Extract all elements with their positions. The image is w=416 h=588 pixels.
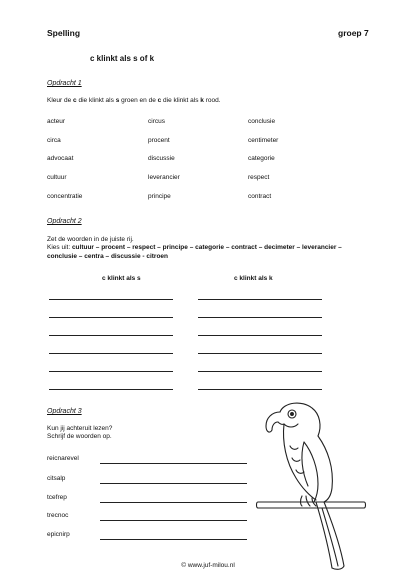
- page-title: Spelling: [47, 28, 81, 38]
- answer-line[interactable]: [49, 335, 173, 336]
- answer-line[interactable]: [198, 299, 322, 300]
- color-word[interactable]: concentratie: [47, 193, 83, 200]
- answer-line[interactable]: [198, 335, 322, 336]
- answer-line[interactable]: [198, 317, 322, 318]
- parrot-icon: [252, 398, 372, 573]
- answer-line[interactable]: [49, 371, 173, 372]
- answer-line[interactable]: [100, 539, 247, 540]
- answer-line[interactable]: [198, 371, 322, 372]
- color-word[interactable]: circus: [148, 118, 165, 125]
- footer-url[interactable]: © www.juf-milou.nl: [181, 562, 235, 569]
- answer-line[interactable]: [49, 389, 173, 390]
- color-word[interactable]: contract: [248, 193, 272, 200]
- answer-line[interactable]: [100, 483, 247, 484]
- color-word[interactable]: acteur: [47, 118, 66, 125]
- answer-line[interactable]: [198, 353, 322, 354]
- color-word[interactable]: procent: [148, 137, 170, 144]
- color-word[interactable]: discussie: [148, 155, 175, 162]
- reversed-word: reicnarevel: [47, 455, 79, 462]
- color-word[interactable]: cultuur: [47, 174, 67, 181]
- opdracht1-heading: Opdracht 1: [47, 80, 82, 87]
- answer-line[interactable]: [49, 353, 173, 354]
- page-subtitle: c klinkt als s of k: [90, 54, 155, 63]
- color-word[interactable]: advocaat: [47, 155, 74, 162]
- reversed-word: trecnoc: [47, 512, 69, 519]
- opdracht2-instruction: Zet de woorden in de juiste rij.: [47, 236, 134, 243]
- reversed-word: citsalp: [47, 475, 66, 482]
- opdracht2-word-choices: Kies uit: cultuur – procent – respect – principe – categorie – contract – decimeter – leverancier –: [47, 244, 342, 251]
- answer-line[interactable]: [49, 317, 173, 318]
- color-word[interactable]: principe: [148, 193, 171, 200]
- color-word[interactable]: centimeter: [248, 137, 279, 144]
- opdracht2-heading: Opdracht 2: [47, 218, 82, 225]
- answer-line[interactable]: [100, 502, 247, 503]
- grade-label: groep 7: [338, 28, 369, 38]
- opdracht2-word-choices-cont: conclusie – centra – discussie - citroen: [47, 253, 169, 260]
- reversed-word: tcefrep: [47, 494, 67, 501]
- column-header-k: c klinkt als k: [234, 275, 273, 282]
- answer-line[interactable]: [198, 389, 322, 390]
- color-word[interactable]: circa: [47, 137, 61, 144]
- answer-line[interactable]: [100, 463, 247, 464]
- color-word[interactable]: categorie: [248, 155, 275, 162]
- column-header-s: c klinkt als s: [102, 275, 141, 282]
- opdracht3-question: Kun jij achteruit lezen?: [47, 425, 113, 432]
- color-word[interactable]: respect: [248, 174, 270, 181]
- answer-line[interactable]: [100, 520, 247, 521]
- opdracht1-instruction: Kleur de c die klinkt als s groen en de c die klinkt als k rood.: [47, 97, 221, 104]
- opdracht3-instruction: Schrijf de woorden op.: [47, 433, 112, 440]
- opdracht3-heading: Opdracht 3: [47, 408, 82, 415]
- color-word[interactable]: leverancier: [148, 174, 180, 181]
- answer-line[interactable]: [49, 299, 173, 300]
- reversed-word: epicnirp: [47, 531, 70, 538]
- color-word[interactable]: conclusie: [248, 118, 276, 125]
